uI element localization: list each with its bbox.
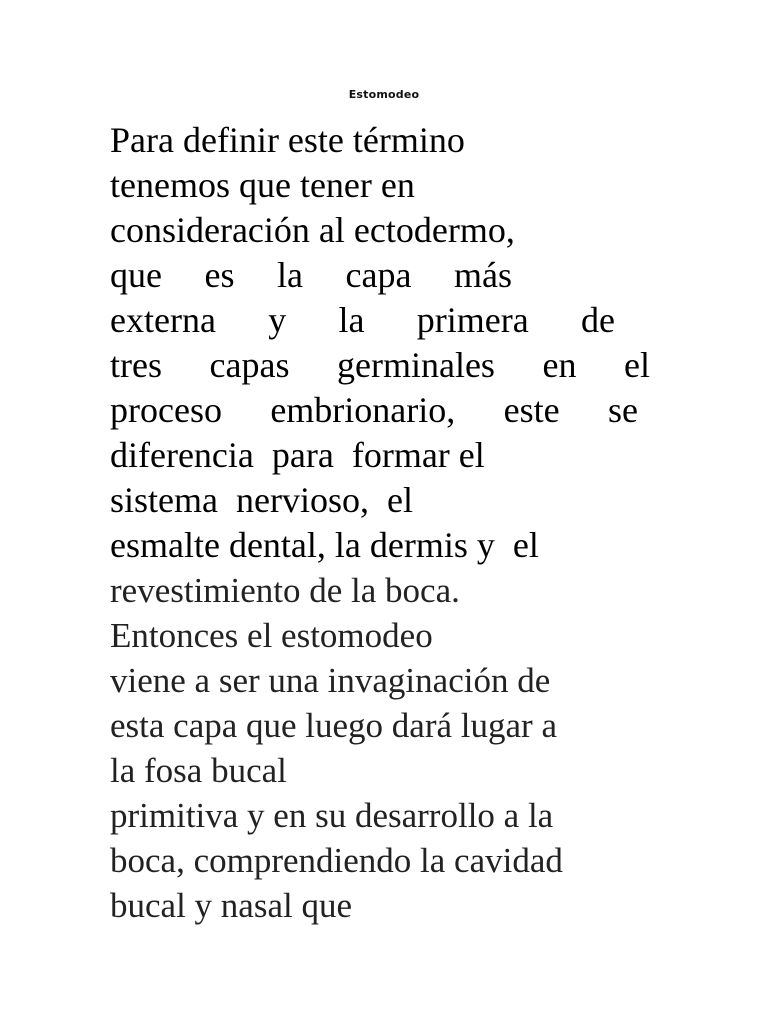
text-line-5 [110, 298, 615, 343]
word: la [338, 300, 365, 340]
text-line-16: primitiva y en su desarrollo a la [110, 796, 554, 835]
word: el [624, 345, 650, 385]
text-line-10: esmalte dental, la dermis y el [110, 525, 539, 565]
word: capa [345, 255, 412, 295]
text-line-8: diferencia para formar el [110, 435, 485, 475]
word: embrionario, [270, 390, 456, 430]
word: se [607, 390, 638, 430]
text-line-1: Para definir este término [110, 120, 465, 160]
text-line-2: tenemos que tener en [110, 165, 415, 205]
word: capas [209, 345, 290, 385]
word: y [268, 300, 287, 340]
word: en [542, 345, 577, 385]
word: de [580, 300, 615, 340]
word: la [277, 255, 303, 295]
word: más [453, 255, 512, 295]
text-line-9: sistema nervioso, el [110, 480, 413, 520]
document-body [110, 118, 670, 928]
word: proceso [110, 390, 222, 430]
text-line-17: boca, comprendiendo la cavidad [110, 841, 563, 880]
word: primera [416, 300, 529, 340]
text-line-14: esta capa que luego dará lugar a [110, 706, 557, 745]
text-line-7 [110, 388, 638, 433]
text-line-12: Entonces el estomodeo [110, 616, 433, 655]
text-line-4 [110, 253, 512, 298]
word: es [204, 255, 235, 295]
text-line-15: la fosa bucal [110, 751, 287, 790]
text-line-18: bucal y nasal que [110, 886, 352, 925]
word: este [503, 390, 560, 430]
text-line-13: viene a ser una invaginación de [110, 661, 551, 700]
word: que [110, 255, 162, 295]
text-line-11: revestimiento de la boca. [110, 571, 460, 610]
text-line-3: consideración al ectodermo, [110, 210, 515, 250]
document-title: Estomodeo [348, 88, 420, 101]
word: externa [110, 300, 216, 340]
word: germinales [337, 345, 495, 385]
word: tres [110, 345, 162, 385]
text-line-6 [110, 343, 650, 388]
